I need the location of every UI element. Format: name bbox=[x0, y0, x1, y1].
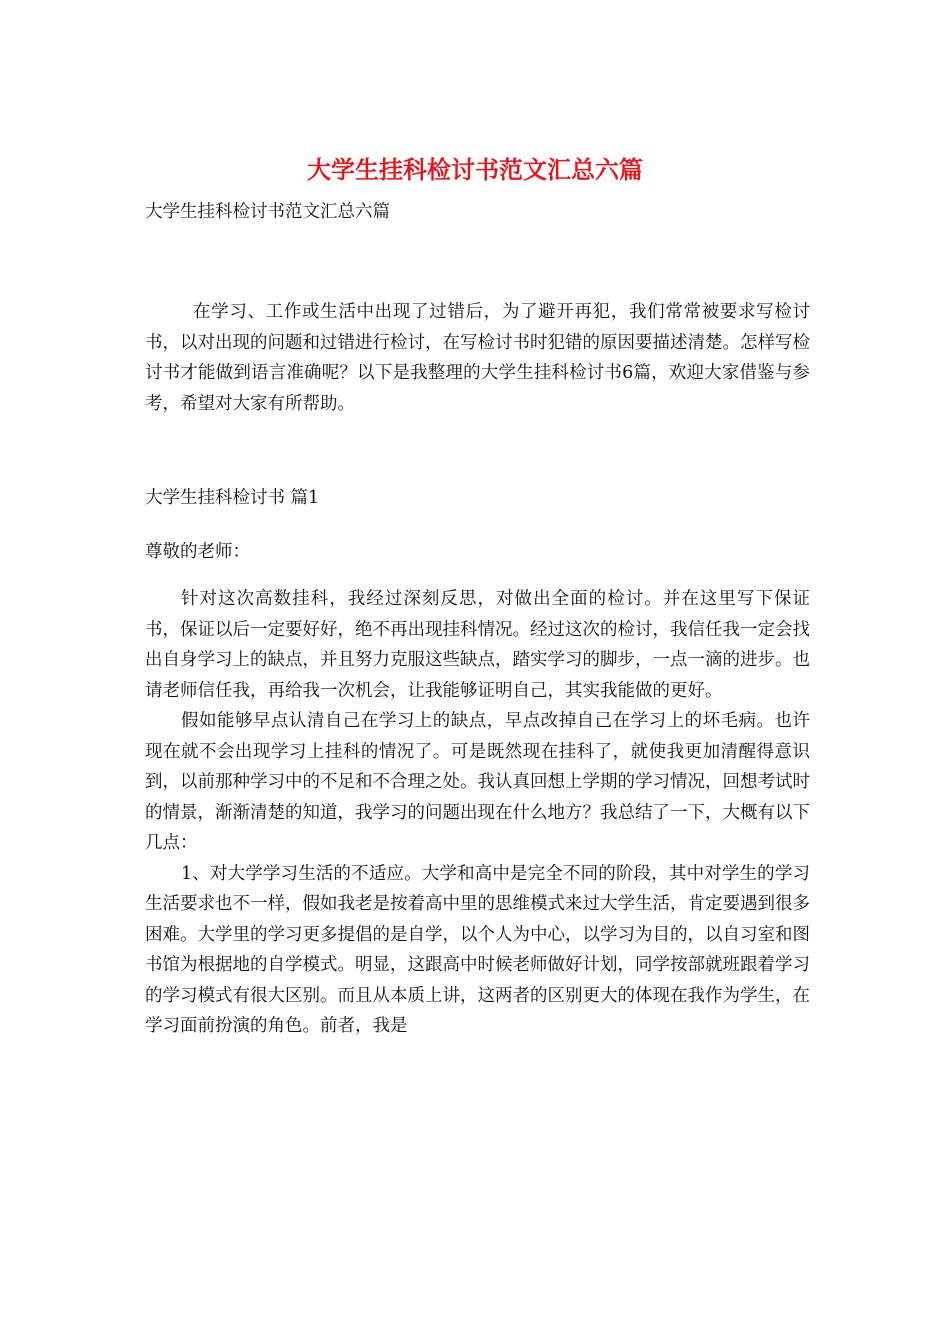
intro-paragraph: 在学习、工作或生活中出现了过错后，为了避开再犯，我们常常被要求写检讨书，以对出现的问题和过错进行检讨，在写检讨书时犯错的原因要描述清楚。怎样写检讨书才能做到语言准确呢？以下是我整理的大学生挂科检讨书6篇，欢迎大家借鉴与参考，希望对大家有所帮助。 bbox=[145, 302, 810, 414]
document-subtitle: 大学生挂科检讨书范文汇总六篇 bbox=[145, 202, 390, 222]
section-heading: 大学生挂科检讨书 篇1 bbox=[145, 488, 320, 508]
letter-body bbox=[145, 584, 810, 1042]
body-paragraph: 1、对大学学习生活的不适应。大学和高中是完全不同的阶段，其中对学生的学习生活要求也不一样，假如我老是按着高中里的思维模式来过大学生活，肯定要遇到很多困难。大学里的学习更多提倡的是自学，以个人为中心，以学习为目的，以自习室和图书馆为根据地的自学模式。明显，这跟高中时候老师做好计划，同学按部就班跟着学习的学习模式有很大区别。而且从本质上讲，这两者的区别更大的体现在我作为学生，在学习面前扮演的角色。前者，我是 bbox=[145, 863, 810, 1036]
document-title: 大学生挂科检讨书范文汇总六篇 bbox=[307, 155, 643, 184]
salutation: 尊敬的老师： bbox=[145, 542, 250, 562]
body-paragraph: 假如能够早点认清自己在学习上的缺点，早点改掉自己在学习上的坏毛病。也许现在就不会出现学习上挂科的情况了。可是既然现在挂科了，就使我更加清醒得意识到，以前那种学习中的不足和不合理之处。我认真回想上学期的学习情况，回想考试时的情景，渐渐清楚的知道，我学习的问题出现在什么地方？我总结了一下，大概有以下几点： bbox=[145, 711, 810, 853]
body-paragraph: 针对这次高数挂科，我经过深刻反思，对做出全面的检讨。并在这里写下保证书，保证以后一定要好好，绝不再出现挂科情况。经过这次的检讨，我信任我一定会找出自身学习上的缺点，并且努力克服这些缺点，踏实学习的脚步，一点一滴的进步。也请老师信任我，再给我一次机会，让我能够证明自己，其实我能做的更好。 bbox=[145, 589, 810, 701]
